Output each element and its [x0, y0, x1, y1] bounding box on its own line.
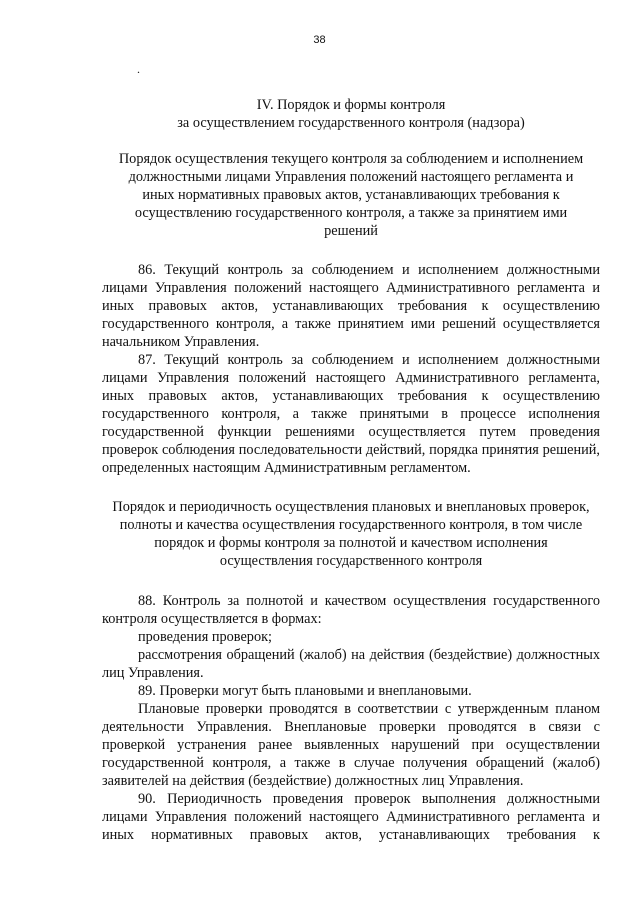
list-item: рассмотрения обращений (жалоб) на действия (бездействие) должностных лиц Управления.: [102, 647, 600, 681]
paragraph-89: 89. Проверки могут быть плановыми и внеплановыми.: [138, 683, 472, 699]
section-title-line: за осуществлением государственного контроля (надзора): [177, 115, 525, 131]
paragraph-86: 86. Текущий контроль за соблюдением и исполнением должностными лицами Управления положений настоящего Административного регламента и иных правовых актов, устанавливающих требования к осуществлению государственного контроля, а также принятием ими решений осуществляется начальником Управления.: [102, 262, 600, 350]
subsection-heading-line: Порядок осуществления текущего контроля за соблюдением и исполнением: [118, 151, 584, 167]
subsection-heading-line: Порядок и периодичность осуществления плановых и внеплановых проверок,: [112, 499, 590, 515]
subsection-heading-line: должностными лицами Управления положений настоящего регламента и: [128, 169, 574, 185]
section-title-line: IV. Порядок и формы контроля: [256, 97, 446, 113]
subsection-heading: [102, 150, 600, 240]
page-number: 38: [313, 34, 326, 46]
subsection-heading-line: осуществлению государственного контроля, а также за принятием ими: [134, 205, 568, 221]
subsection-heading-line: полноты и качества осуществления государственного контроля, в том числе: [119, 517, 583, 533]
section-title: [102, 96, 600, 132]
paragraph-88: 88. Контроль за полнотой и качеством осуществления государственного контроля осуществляется в формах:: [102, 593, 600, 627]
paragraph-group: [102, 592, 600, 844]
subsection-heading-line: иных нормативных правовых актов, устанавливающих требования к: [142, 187, 560, 203]
paragraph-89-detail: Плановые проверки проводятся в соответствии с утвержденным планом деятельности Управления. Внеплановые проверки проводятся в связи с проверкой устранения ранее выявленных нарушений при осуществлении государственной контроля, а также в случае получения обращений (жалоб) заявителей на действия (бездействие) должностных лиц Управления.: [102, 701, 600, 789]
paragraph-90: 90. Периодичность проведения проверок выполнения должностными лицами Управления положений настоящего Административного регламента и иных нормативных правовых актов, устанавливающих требования к: [102, 791, 600, 843]
paragraph-87: 87. Текущий контроль за соблюдением и исполнением должностными лицами Управления положений настоящего Административного регламента, иных правовых актов, устанавливающих требования к осуществлению государственного контроля, а также принятыми в процессе исполнения государственной функции решениями осуществляется путем проведения проверок соблюдения последовательности действий, порядка принятия решений, определенных настоящим Административным регламентом.: [102, 352, 600, 476]
subsection-heading-line: решений: [324, 223, 378, 239]
stray-mark: .: [137, 62, 140, 76]
list-item: проведения проверок;: [138, 629, 273, 645]
subsection-heading-line: осуществления государственного контроля: [219, 553, 483, 569]
document-body: [102, 96, 600, 844]
paragraph-group: [102, 261, 600, 477]
subsection-heading: [102, 498, 600, 570]
subsection-heading-line: порядок и формы контроля за полнотой и качеством исполнения: [154, 535, 548, 551]
